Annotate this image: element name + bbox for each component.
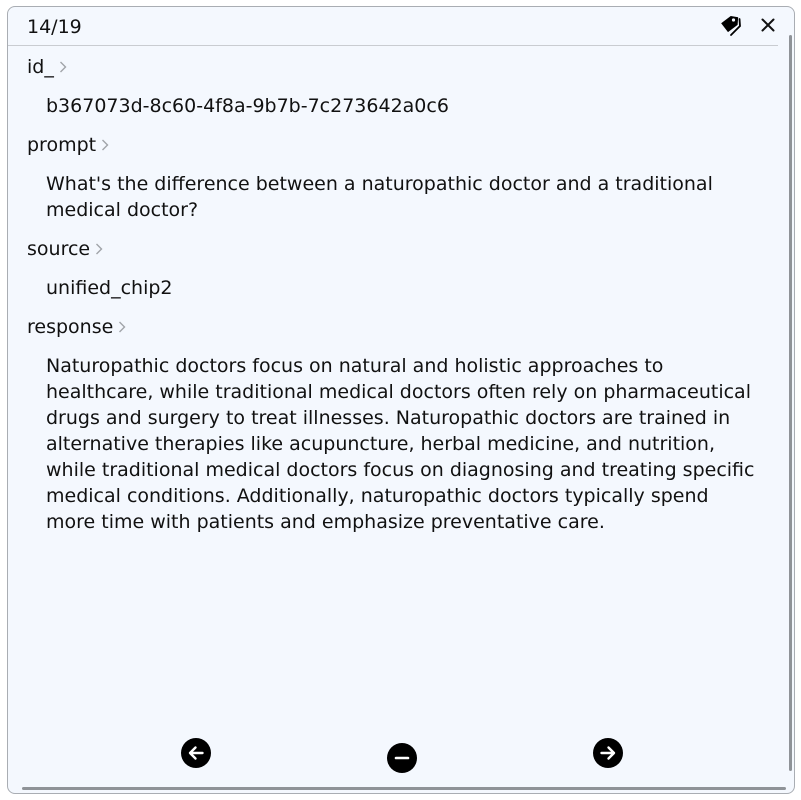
field-value-response: Naturopathic doctors focus on natural and holistic approaches to healthcare, while traditional medical doctors often rely on pharmaceutical drugs and surgery to treat illnesses. Naturopathic doctors are trained in alternative therapies like acupuncture, herbal medicine, and nutrition, while traditional medical doctors focus on diagnosing and treating specific medical conditions. Additionally, naturopathic doctors typically spend more time with patients and emphasize preventative care. [46,355,755,533]
field-key-label: response [27,316,114,338]
chevron-right-icon [94,242,104,256]
previous-button[interactable] [181,738,211,768]
horizontal-scrollbar[interactable] [22,787,786,790]
field-key-label: id_ [27,56,54,78]
record-fields [8,51,778,535]
chevron-right-icon [117,320,127,334]
record-counter: 14/19 [27,16,82,38]
vertical-scrollbar[interactable] [789,35,792,771]
tag-button[interactable] [718,13,742,37]
field-key-prompt[interactable] [27,132,778,158]
field-key-label: source [27,238,91,260]
next-button[interactable] [593,738,623,768]
chevron-right-icon [58,60,68,74]
minus-icon [387,743,417,773]
field-value-prompt: What's the difference between a naturopathic doctor and a traditional medical doctor? [46,173,713,221]
arrow-right-icon [593,738,623,768]
record-viewer-window [7,6,795,794]
close-button[interactable] [756,13,780,37]
header-bar [8,7,778,46]
field-value-id: b367073d-8c60-4f8a-9b7b-7c273642a0c6 [46,95,449,117]
field-value-source: unified_chip2 [46,277,173,299]
field-key-label: prompt [27,134,97,156]
field-key-response[interactable] [27,314,778,340]
chevron-right-icon [100,138,110,152]
field-key-source[interactable] [27,236,778,262]
arrow-left-icon [181,738,211,768]
close-icon [756,13,780,37]
field-key-id[interactable] [27,54,778,80]
tag-icon [718,13,742,37]
remove-button[interactable] [387,743,417,773]
